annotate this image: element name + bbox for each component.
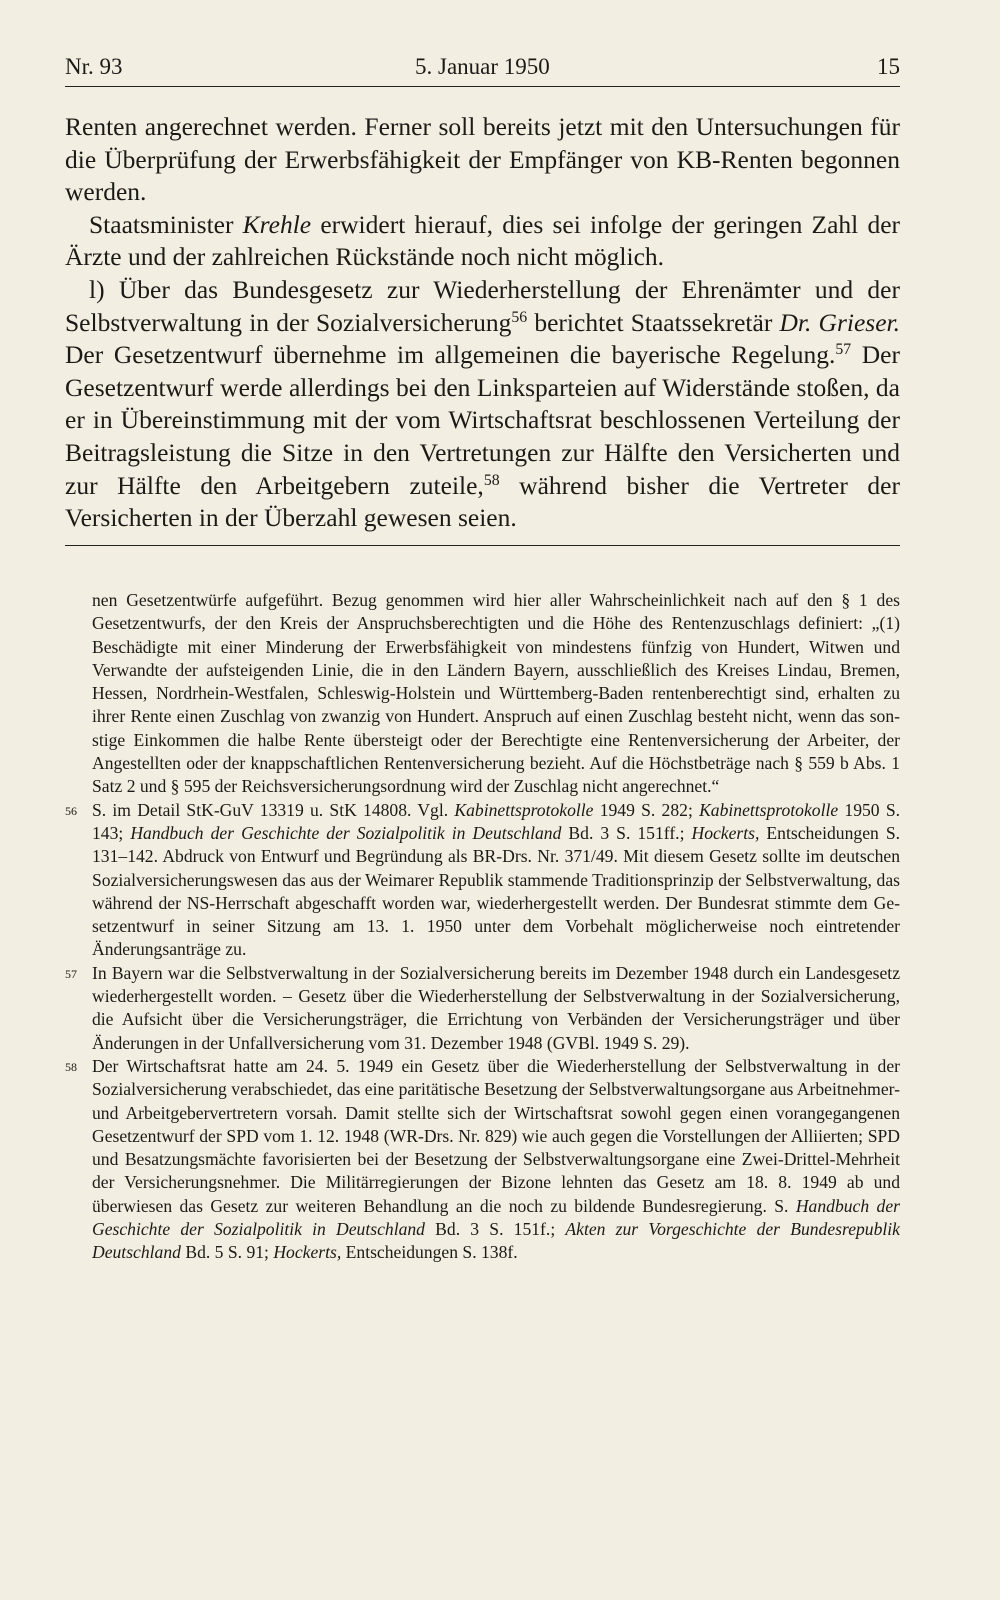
paragraph-2 [65,209,900,274]
citation-title: Kabinettsprotokolle [454,799,594,820]
text-run: 1950 S. 143; [92,799,901,843]
text-run: Der Wirtschaftsrat hatte am 24. 5. 1949 ein Gesetz über die Wiederherstellung der Selbstverwaltung in der Sozialversicherung verabschiedet, das eine paritätische Besetzung der Selbstverwaltungsorgane aus Arbeitnehmer- und Arbeitgebervertretern vorsah. Damit stellte sich der Wirtschaftsrat sowohl gegen einen vorangegangenen Gesetzentwurf der SPD vom 1. 12. 1948 (WR-Drs. Nr. 829) wie auch gegen die Vorstellungen der Alliierten; SPD und Besatzungsmächte favorisierten bei der Besetzung der Selbstverwaltungsorgane eine Zwei-Drittel-Mehrheit der Versicherungsnehmer. Die Militärregierungen der Bizone lehnten das Gesetz am 18. 8. 1949 ab und überwiesen das Gesetz zur weiteren Behandlung an die noch zu bildende Bundesregierung. S. [92,1055,900,1216]
citation-title: Kabinettsprotokolle [699,799,839,820]
footnote-divider [65,545,900,546]
text-run: Bd. 3 S. 151ff.; [561,822,692,843]
text-run: Entscheidungen S. 138f. [341,1242,518,1263]
footnote-ref-56[interactable]: 56 [511,308,528,326]
footnote-continuation: nen Gesetzentwürfe aufgeführt. Bezug genommen wird hier aller Wahrscheinlichkeit nach auf den § 1 des Gesetzentwurfs, der den Kreis der Anspruchsberechtigten und die Höhe des Rentenzuschlags definiert: „(1) Beschädigte mit einer Minderung der Erwerbsfähigkeit von mindestens fünfzig von Hundert, Witwen und Verwandte der aufsteigenden Linie, die in den Ländern Bayern, ausschließlich des Kreises Lindau, Bremen, Hessen, Nordrhein-Westfalen, Schleswig-Holstein und Württemberg-Baden rentenberechtigt sind, erhalten zu ihrer Rente einen Zuschlag von zwanzig von Hundert. Anspruch auf einen Zuschlag besteht nicht, wenn das sonstige Einkommen die halbe Rente übersteigt oder der Berechtigte eine Rentenversicherung der Arbeiter, der Angestellten oder der knappschaftlichen Rentenversicherung bezieht. Auf die Höchstbeträge nach § 559 b Abs. 1 Satz 2 und § 595 der Reichsversicherungsordnung wird der Zuschlag nicht angerechnet.“ [92,590,900,797]
text-run: Entscheidungen S. 131–142. Abdruck von Entwurf und Begründung als BR-Drs. Nr. 371/49. Mit diesem Gesetz sollte im deutschen Sozialversicherungswesen das aus der Weimarer Republik stammende Traditionsprinzip der Selbstverwaltung, das während der NS-Herrschaft abgeschafft worden war, wiederhergestellt werden. Der Bundesrat stimmte dem Gesetzentwurf in seiner Sitzung am 13. 1. 1950 unter dem Vorbehalt möglicherweise noch eintretender Änderungsanträge zu. [92,822,901,960]
text-run: erwidert hierauf, dies sei infolge der geringen Zahl der Ärzte und der zahlreichen Rückstände noch nicht möglich. [65,209,900,272]
document-number: Nr. 93 [65,54,123,79]
person-name: Krehle [242,209,312,239]
text-run: S. im Detail StK-GuV 13319 u. StK 14808. Vgl. [92,799,455,820]
text-run: 1949 S. 282; [593,799,700,820]
text-run: Bd. 3 S. 151f.; [424,1219,566,1240]
session-date: 5. Januar 1950 [415,54,550,79]
text-run: berichtet Staatssekretär [527,307,780,337]
paragraph-1: Renten angerechnet werden. Ferner soll bereits jetzt mit den Untersuchungen für die Überprüfung der Erwerbsfähigkeit der Empfänger von KB-Renten begonnen werden. [65,112,900,207]
text-run: In Bayern war die Selbstverwaltung in der Sozialversicherung bereits im Dezember 1948 durch ein Landesgesetz wiederhergestellt worden. – Gesetz über die Wiederherstellung der Selbstverwaltung in der Sozialversicherung, die Aufsicht über die Versicherungsträger, die Errichtung von Verbänden der Versicherungsträger und über Änderungen in der Unfallversicherung vom 31. Dezember 1948 (GVBl. 1949 S. 29). [92,962,900,1053]
footnote-ref-58[interactable]: 58 [483,471,500,489]
text-run: während bisher die Vertreter der Versicherten in der Überzahl gewesen seien. [65,470,900,533]
text-run: Der Gesetzentwurf werde allerdings bei den Linksparteien auf Widerstände stoßen, da er in Übereinstimmung mit der vom Wirtschaftsrat beschlossenen Verteilung der Beitragsleistung die Sitze in den Vertretungen zur Hälfte den Versicherten und zur Hälfte den Arbeitgebern zuteile, [65,340,900,500]
paragraph-3 [65,274,900,535]
footnote-58 [65,1055,900,1265]
footnote-number: 56 [65,803,77,818]
text-run: Bd. 5 S. 91; [180,1242,274,1263]
citation-author: Hockerts, [273,1242,342,1263]
citation-title: Akten zur Vorgeschichte der Bundesrepublik Deutschland [92,1219,900,1263]
footnote-56 [65,799,900,962]
footnote-number: 58 [65,1059,77,1074]
person-name: Dr. Grieser. [779,307,901,337]
citation-title: Handbuch der Geschichte der Sozialpolitik in Deutschland [130,822,562,843]
citation-author: Hockerts, [691,822,760,843]
footnote-57 [65,962,900,1055]
main-text [65,111,900,535]
text-run: l) Über das Bundesgesetz zur Wiederherstellung der Ehrenämter und der Selbstverwaltung in der Sozialversicherung [65,274,900,337]
citation-title: Handbuch der Geschichte der Sozialpolitik in Deutschland [92,1195,900,1240]
footnote-number: 57 [65,966,77,981]
footnote-ref-57[interactable]: 57 [835,341,852,359]
running-head [65,52,900,87]
footnotes [65,589,900,1265]
page-number: 15 [877,54,900,79]
text-run: Der Gesetzentwurf übernehme im allgemeinen die bayerische Regelung. [65,340,836,370]
text-run: Staatsminister [89,209,243,239]
